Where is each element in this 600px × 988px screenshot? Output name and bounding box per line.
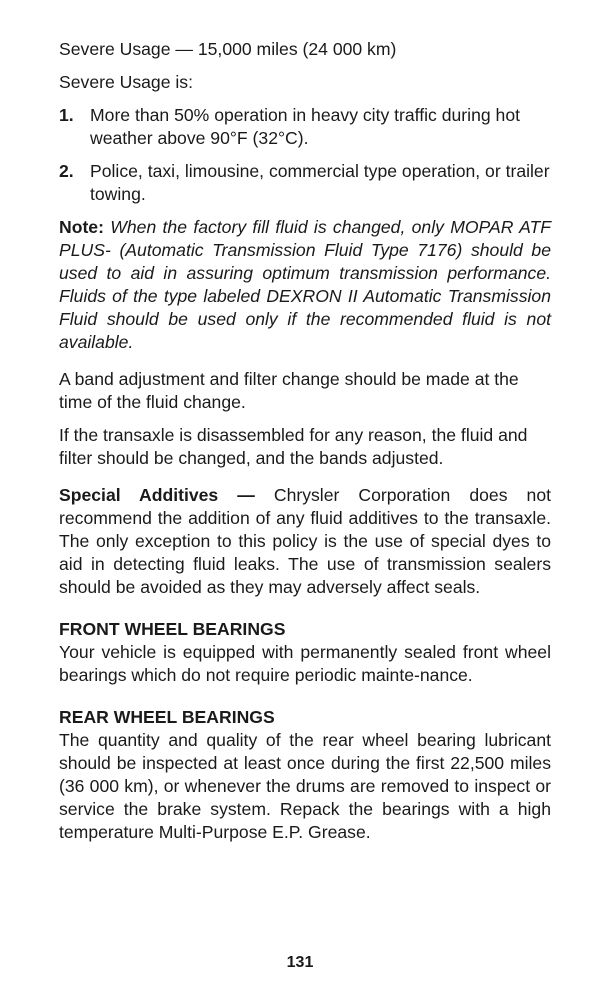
list-item-text: More than 50% operation in heavy city traffic during hot weather above 90°F (32°C). [90, 105, 520, 148]
severe-usage-intro: Severe Usage is: [59, 72, 193, 92]
list-item [59, 160, 551, 206]
list-item-number: 1. [59, 105, 74, 125]
rear-wheel-bearings-text: The quantity and quality of the rear wheel bearing lubricant should be inspected at least once during the first 22,500 miles (36 000 km), or whenever the drums are removed to inspect or service the brake system. Repack the bearings with a high temperature Multi-Purpose E.P. Grease. [59, 730, 551, 842]
list-item-text: Police, taxi, limousine, commercial type operation, or trailer towing. [90, 161, 550, 204]
note-paragraph [59, 216, 551, 354]
rear-wheel-bearings-heading: REAR WHEEL BEARINGS [59, 707, 275, 727]
list-item-number: 2. [59, 161, 74, 181]
note-label: Note: [59, 217, 104, 237]
special-additives-lead: Special Additives — [59, 485, 255, 505]
list-item [59, 104, 551, 150]
note-text: When the factory fill fluid is changed, only MOPAR ATF PLUS- (Automatic Transmission Fluid Type 7176) should be used to aid in assuring optimum transmission performance. Fluids of the type labeled DEXRON II Automatic Transmission Fluid should be used only if the recommended fluid is not available. [59, 217, 552, 352]
special-additives-paragraph [59, 484, 551, 599]
page-number: 131 [286, 954, 314, 971]
page-content [59, 38, 551, 844]
front-wheel-bearings-text: Your vehicle is equipped with permanently sealed front wheel bearings which do not require periodic mainte-nance. [59, 642, 551, 685]
special-additives-text: Chrysler Corporation does not recommend the addition of any fluid additives to the transaxle. The only exception to this policy is the use of special dyes to aid in detecting fluid leaks. The use of transmission sealers should be avoided as they may adversely affect seals. [59, 485, 551, 597]
band-adjustment-paragraph: A band adjustment and filter change should be made at the time of the fluid change. [59, 369, 519, 412]
front-wheel-bearings-heading: FRONT WHEEL BEARINGS [59, 619, 286, 639]
disassembled-paragraph: If the transaxle is disassembled for any reason, the fluid and filter should be changed, and the bands adjusted. [59, 425, 528, 468]
severe-usage-interval: Severe Usage — 15,000 miles (24 000 km) [59, 39, 397, 59]
